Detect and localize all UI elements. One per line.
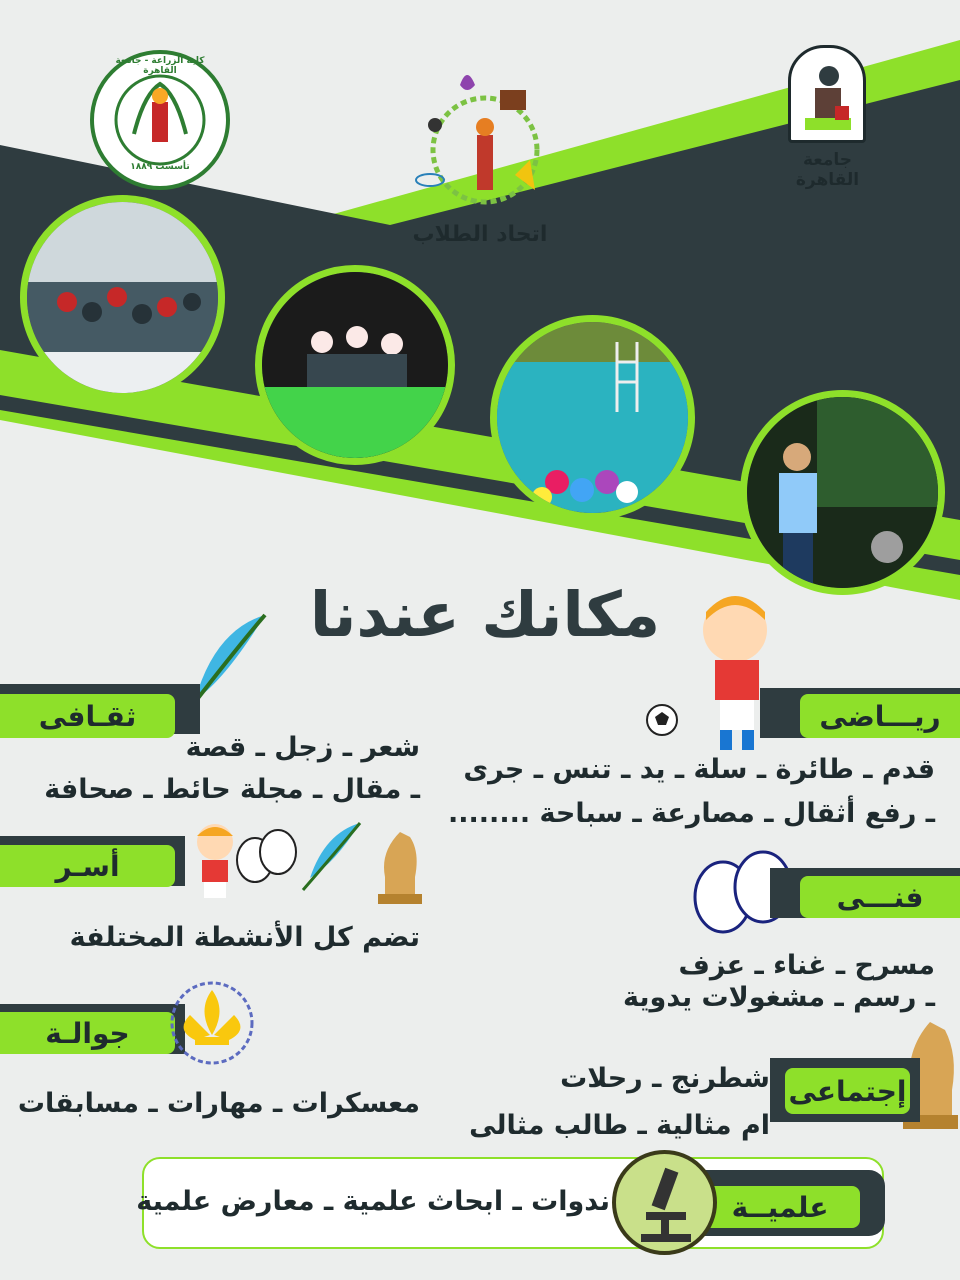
- theater-masks-small-icon: [230, 820, 300, 895]
- faculty-logo-text: كلية الزراعة - جامعة القاهرة: [115, 56, 205, 76]
- scouts-line-1: معسكرات ـ مهارات ـ مسابقات: [17, 1088, 420, 1119]
- culture-label: ثقـافى: [0, 694, 175, 738]
- photo-concert-stage: [740, 390, 945, 595]
- scouts-label: جوالـة: [0, 1012, 175, 1054]
- microscope-icon: [616, 1154, 713, 1251]
- main-title: مكانك عندنا: [309, 578, 661, 651]
- social-label: إجتماعى: [785, 1068, 910, 1114]
- photo-conference-panel: [255, 265, 455, 465]
- families-label: أسـر: [0, 845, 175, 887]
- football-icon: [645, 703, 679, 737]
- faculty-logo-year: تأسست ١٨٨٩: [130, 162, 190, 172]
- university-logo: [788, 45, 866, 143]
- student-union-label: اتحاد الطلاب: [412, 222, 548, 247]
- photo-swimming-pool: [490, 315, 695, 520]
- culture-line-1: شعر ـ زجل ـ قصة: [185, 732, 420, 763]
- social-line-2: ام مثالية ـ طالب مثالى: [469, 1110, 770, 1141]
- feather-small-icon: [295, 818, 365, 893]
- art-line-1: مسرح ـ غناء ـ عزف: [678, 950, 935, 981]
- chess-knight-small-icon: [370, 822, 430, 907]
- pharaoh-scribe-icon: [791, 48, 863, 140]
- microscope-badge: [612, 1150, 717, 1255]
- sports-line-1: قدم ـ طائرة ـ سلة ـ يد ـ تنس ـ جرى: [463, 754, 935, 785]
- science-line-1: ندوات ـ ابحاث علمية ـ معارض علمية: [136, 1186, 610, 1217]
- sports-line-2: ـ رفع أثقال ـ مصارعة ـ سباحة ........: [448, 798, 935, 829]
- families-line-1: تضم كل الأنشطة المختلفة: [69, 922, 420, 953]
- scout-fleur-de-lis-icon: [165, 975, 260, 1075]
- university-logo-label: جامعة القاهرة: [795, 150, 860, 190]
- photo-students-group: [20, 195, 225, 400]
- art-line-2: ـ رسم ـ مشغولات يدوية: [623, 982, 935, 1013]
- student-union-emblem: [405, 65, 550, 220]
- art-label: فنـــى: [800, 876, 960, 918]
- culture-line-2: ـ مقال ـ مجلة حائط ـ صحافة: [44, 774, 420, 805]
- student-union-icon: [405, 65, 550, 220]
- science-label: علميــة: [700, 1186, 860, 1228]
- social-line-1: شطرنج ـ رحلات: [560, 1063, 770, 1094]
- sports-label: ريـــاضى: [800, 694, 960, 738]
